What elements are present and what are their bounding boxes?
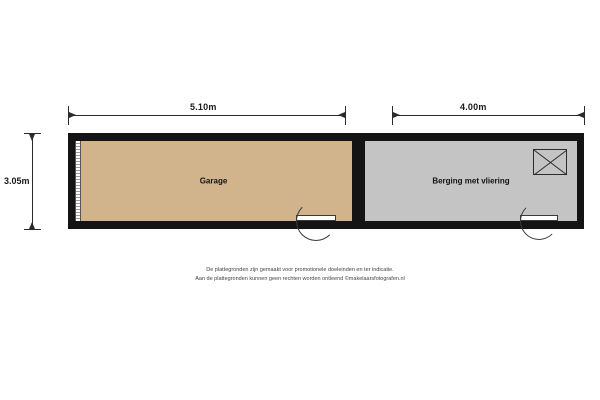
- dimension-tick-middle: [345, 106, 346, 125]
- room-label-berging: Berging met vliering: [432, 176, 510, 186]
- vliering-hatch-icon: [533, 149, 567, 175]
- dimension-arrow-left-end: [338, 112, 345, 118]
- room-label-garage: Garage: [199, 176, 228, 186]
- disclaimer-line-1: De plattegronden zijn gemaakt voor promotionele doeleinden en ter indicatie.: [206, 267, 394, 273]
- dimension-arrow-left-top: [29, 134, 35, 141]
- dimension-label-left: 3.05m: [4, 176, 30, 186]
- dimension-label-top-left: 5.10m: [190, 102, 217, 112]
- dimension-tick-right-end: [584, 106, 585, 125]
- disclaimer-text: [0, 266, 600, 285]
- door-swing-arc: [296, 201, 336, 241]
- dimension-line-left: [32, 133, 33, 229]
- dimension-arrow-right-end: [577, 112, 584, 118]
- garage-entry-door-icon: [296, 215, 336, 237]
- dimension-arrow-left-bottom: [29, 222, 35, 229]
- dimension-line-top-left: [68, 115, 345, 116]
- disclaimer-line-2: Aan de plattegronden kunnen geen rechten worden ontleend ©makelaarsfotografen.nl: [195, 276, 405, 283]
- dimension-arrow-right-start: [393, 112, 400, 118]
- garage-overhead-door-icon: [75, 141, 81, 221]
- building-outline: [68, 133, 584, 229]
- dimension-arrow-left-start: [69, 112, 76, 118]
- dimension-label-top-right: 4.00m: [460, 102, 487, 112]
- berging-entry-door-icon: [520, 215, 558, 237]
- dimension-tick-bottom: [24, 229, 41, 230]
- door-swing-arc: [520, 202, 558, 240]
- dimension-line-top-right: [392, 115, 584, 116]
